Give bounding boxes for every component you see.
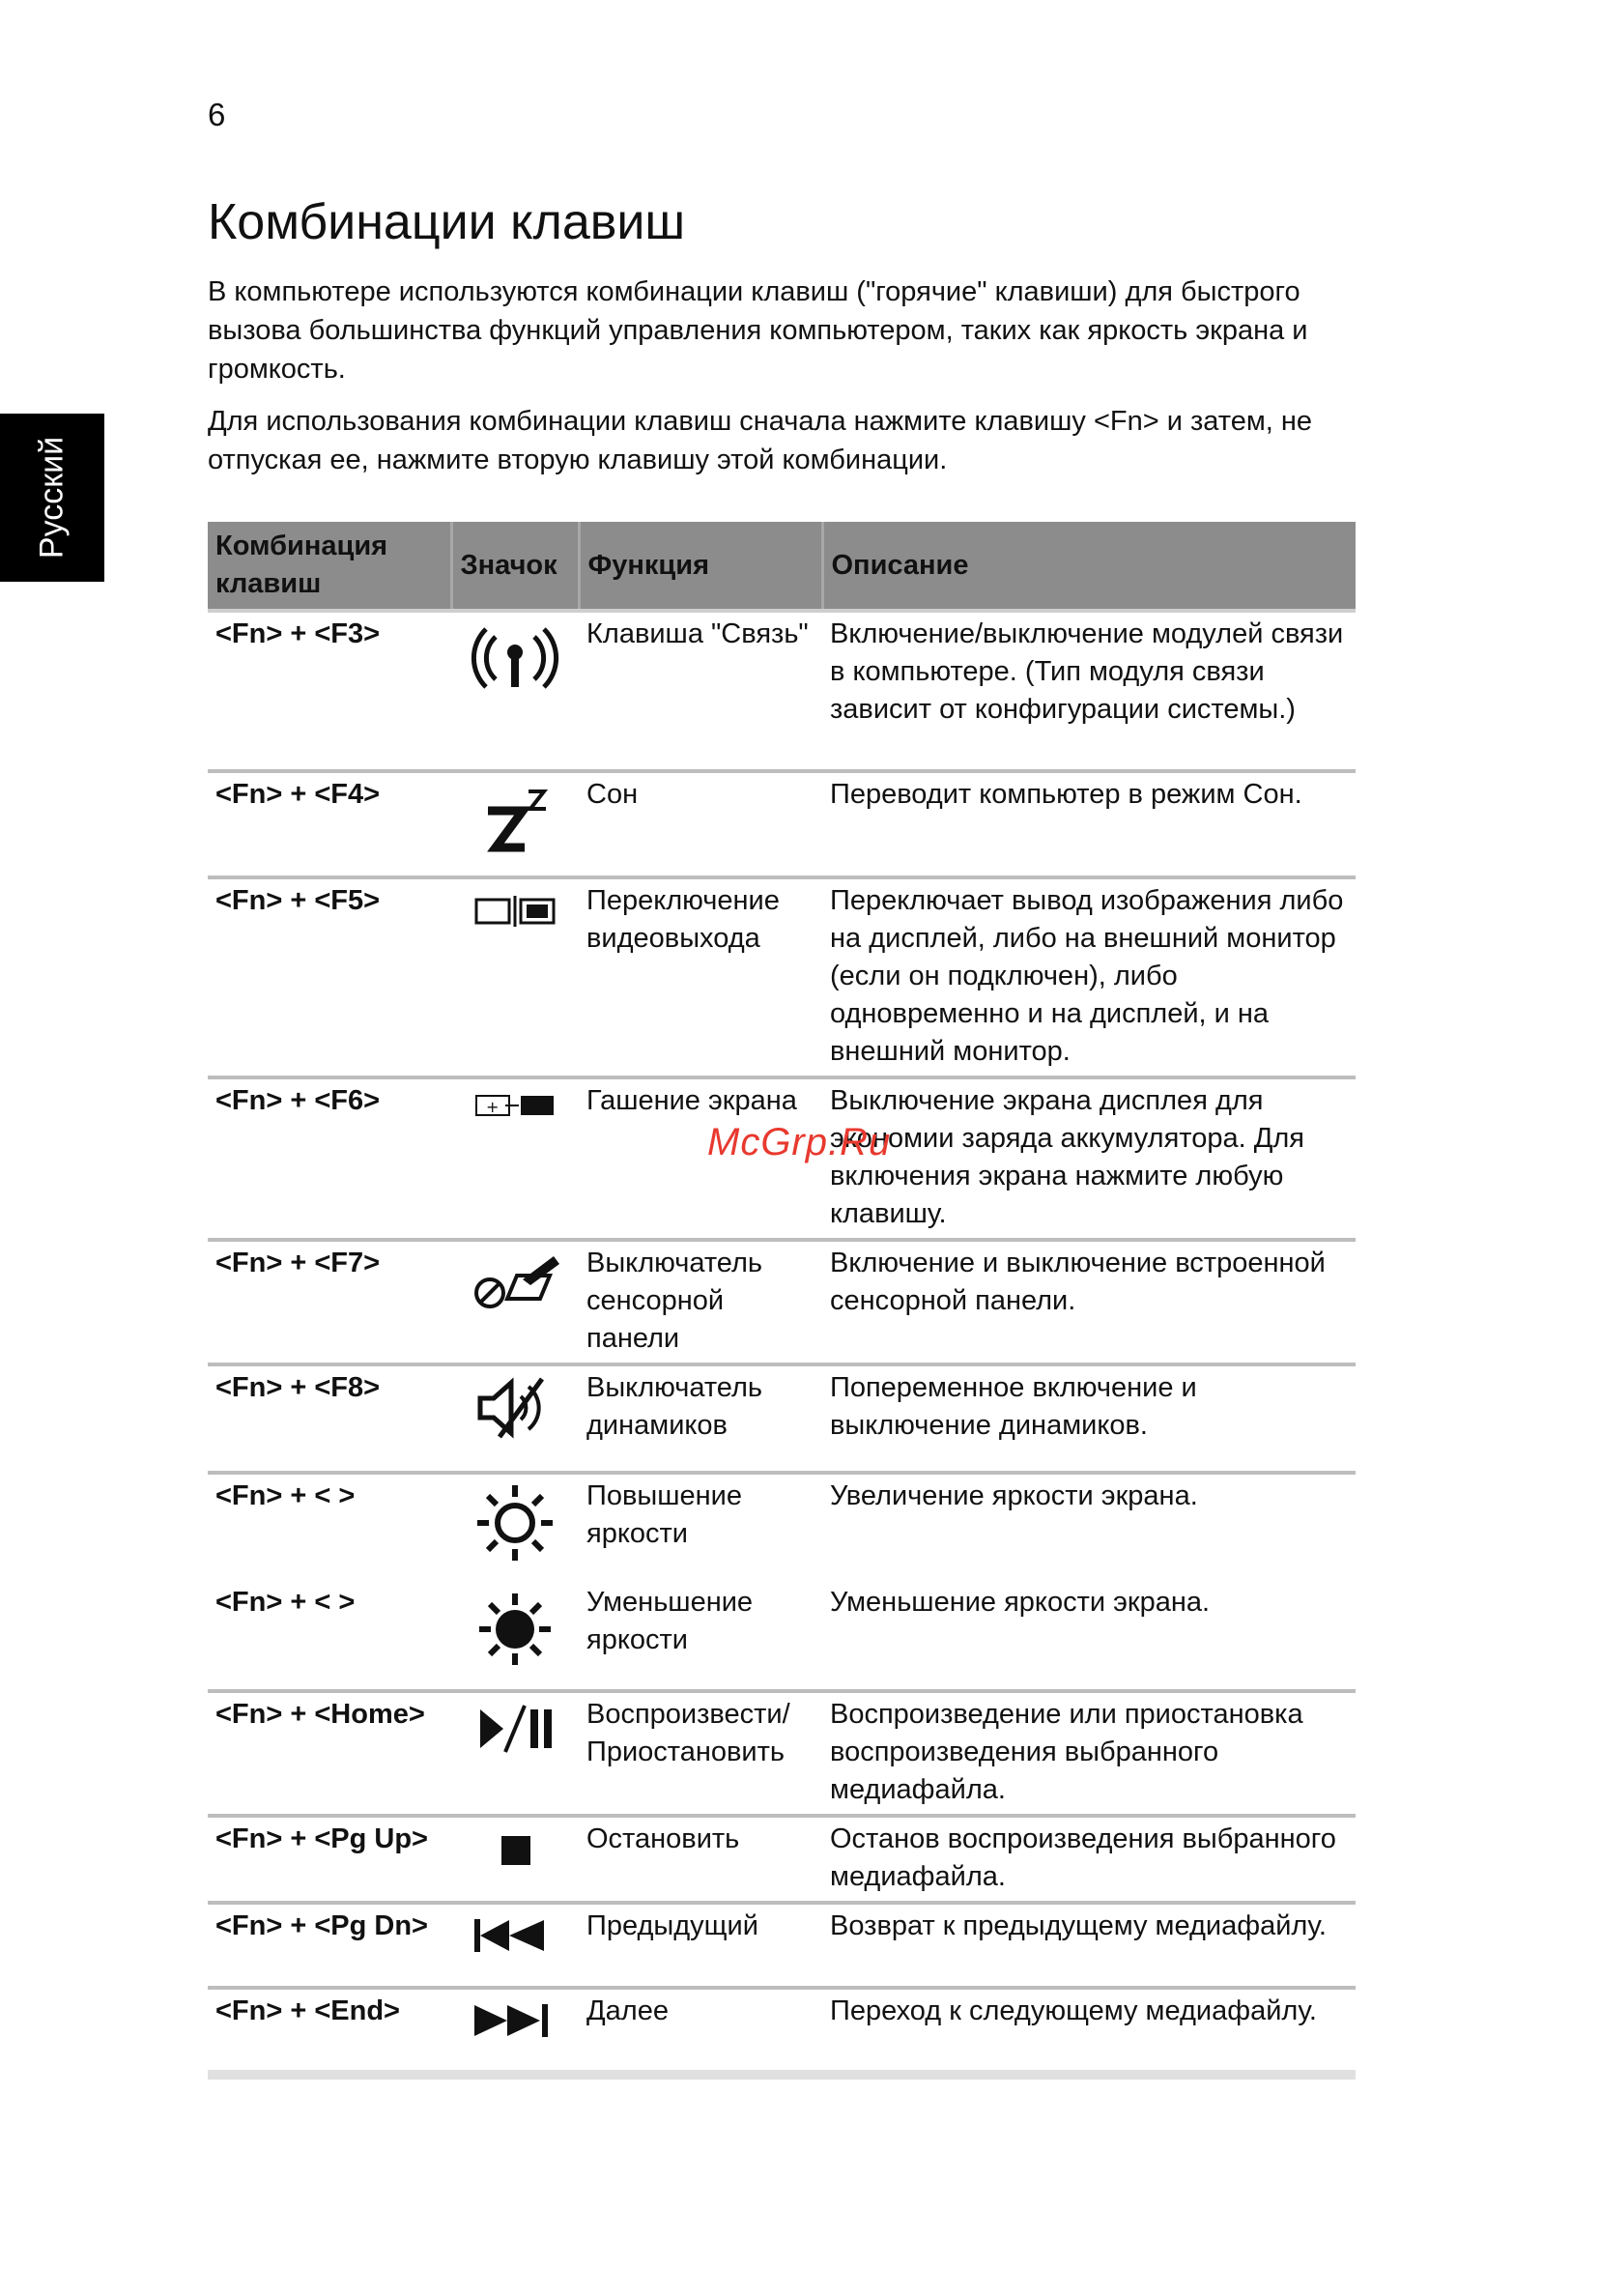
hotkey-table: [208, 522, 1356, 2080]
brightness-down-icon: [467, 1588, 563, 1681]
key-combo: <Fn> + <F5>: [208, 877, 451, 1077]
key-combo: [208, 1473, 451, 1581]
function-description: Возврат к предыдущему медиафайлу.: [822, 1903, 1356, 1988]
touchpad-toggle-icon: [467, 1248, 563, 1323]
brightness-up-icon: [467, 1481, 563, 1575]
table-row: [208, 1581, 1356, 1691]
display-switch-icon: [467, 886, 563, 945]
table-row: [208, 877, 1356, 1077]
language-tab-label: Русский: [33, 436, 71, 560]
function-description: Переход к следующему медиафайлу.: [822, 1988, 1356, 2075]
header-icon: Значок: [451, 522, 579, 611]
intro-paragraph-1: В компьютере используются комбинации клавиш ("горячие" клавиши) для быстрого вызова большинства функций управления компьютером, таких как яркость экрана и громкость.: [208, 276, 1308, 385]
key-combo: <Fn> + <F7>: [208, 1240, 451, 1364]
key-combo: <Fn> + <F4>: [208, 771, 451, 877]
function-description: Воспроизведение или приостановка воспроизведения выбранного медиафайла.: [822, 1691, 1356, 1816]
function-name: Переключение видеовыхода: [579, 877, 822, 1077]
screen-blank-icon: [467, 1086, 563, 1135]
intro-paragraph-2: Для использования комбинации клавиш сначала нажмите клавишу <Fn> и затем, не отпуская ее, нажмите вторую клавишу этой комбинации.: [208, 406, 1313, 475]
function-name: Остановить: [579, 1816, 822, 1903]
function-name: Гашение экрана: [579, 1077, 822, 1240]
next-icon: [467, 1996, 563, 2055]
function-description: Переключает вывод изображения либо на дисплей, либо на внешний монитор (если он подключен), либо одновременно и на дисплей, и на внешний монитор.: [822, 877, 1356, 1077]
table-row: [208, 611, 1356, 771]
table-row: [208, 1988, 1356, 2075]
table-row: [208, 1473, 1356, 1581]
key-combo: <Fn> + <Home>: [208, 1691, 451, 1816]
page-number: 6: [208, 97, 226, 132]
function-description: Включение/выключение модулей связи в компьютере. (Тип модуля связи зависит от конфигурации системы.): [822, 611, 1356, 771]
stop-icon: [467, 1824, 563, 1883]
header-function: Функция: [579, 522, 822, 611]
function-name: Уменьшение яркости: [579, 1581, 822, 1691]
function-description: Останов воспроизведения выбранного медиафайла.: [822, 1816, 1356, 1903]
key-combo: <Fn> + <F8>: [208, 1364, 451, 1473]
speaker-toggle-icon: [467, 1373, 563, 1453]
function-description: Попеременное включение и выключение динамиков.: [822, 1364, 1356, 1473]
function-description: Включение и выключение встроенной сенсорной панели.: [822, 1240, 1356, 1364]
function-description: Увеличение яркости экрана.: [830, 1480, 1198, 1511]
function-name: Далее: [579, 1988, 822, 2075]
function-name: Воспроизвести/ Приостановить: [579, 1691, 822, 1816]
table-row: [208, 771, 1356, 877]
previous-icon: [467, 1911, 563, 1970]
page-title: Комбинации клавиш: [208, 194, 686, 250]
function-name: Сон: [579, 771, 822, 877]
key-combo: <Fn> + <End>: [208, 1988, 451, 2075]
watermark: McGrp.Ru: [707, 1121, 892, 1163]
function-name: Клавиша "Связь": [579, 611, 822, 771]
key-combo: <Fn> + <Pg Dn>: [208, 1903, 451, 1988]
wireless-icon: [467, 619, 563, 707]
language-tab: [0, 414, 104, 582]
table-row: [208, 1816, 1356, 1903]
table-header-row: [208, 522, 1356, 611]
function-description: Уменьшение яркости экрана.: [822, 1581, 1356, 1691]
key-combo-text: <Fn> + < >: [215, 1587, 356, 1618]
key-combo: <Fn> + <Pg Up>: [208, 1816, 451, 1903]
function-name: Повышение яркости: [586, 1480, 742, 1549]
key-combo-text: <Fn> + < >: [215, 1480, 356, 1511]
key-combo: <Fn> + <F6>: [208, 1077, 451, 1240]
table-row: [208, 1903, 1356, 1988]
svg-text:+: +: [486, 1098, 500, 1116]
function-name: Предыдущий: [579, 1903, 822, 1988]
function-name: Выключатель сенсорной панели: [579, 1240, 822, 1364]
key-combo: [208, 1581, 451, 1691]
header-description: Описание: [822, 522, 1356, 611]
sleep-icon: [467, 780, 563, 868]
function-name: Выключатель динамиков: [579, 1364, 822, 1473]
table-row: [208, 1691, 1356, 1816]
function-description: Выключение экрана дисплея для экономии заряда аккумулятора. Для включения экрана нажмите любую клавишу.: [822, 1077, 1356, 1240]
play-pause-icon: [467, 1700, 563, 1768]
header-combination: Комбинация клавиш: [208, 522, 451, 611]
key-combo: <Fn> + <F3>: [208, 611, 451, 771]
table-row: [208, 1240, 1356, 1364]
function-description: Переводит компьютер в режим Сон.: [822, 771, 1356, 877]
table-row: [208, 1364, 1356, 1473]
